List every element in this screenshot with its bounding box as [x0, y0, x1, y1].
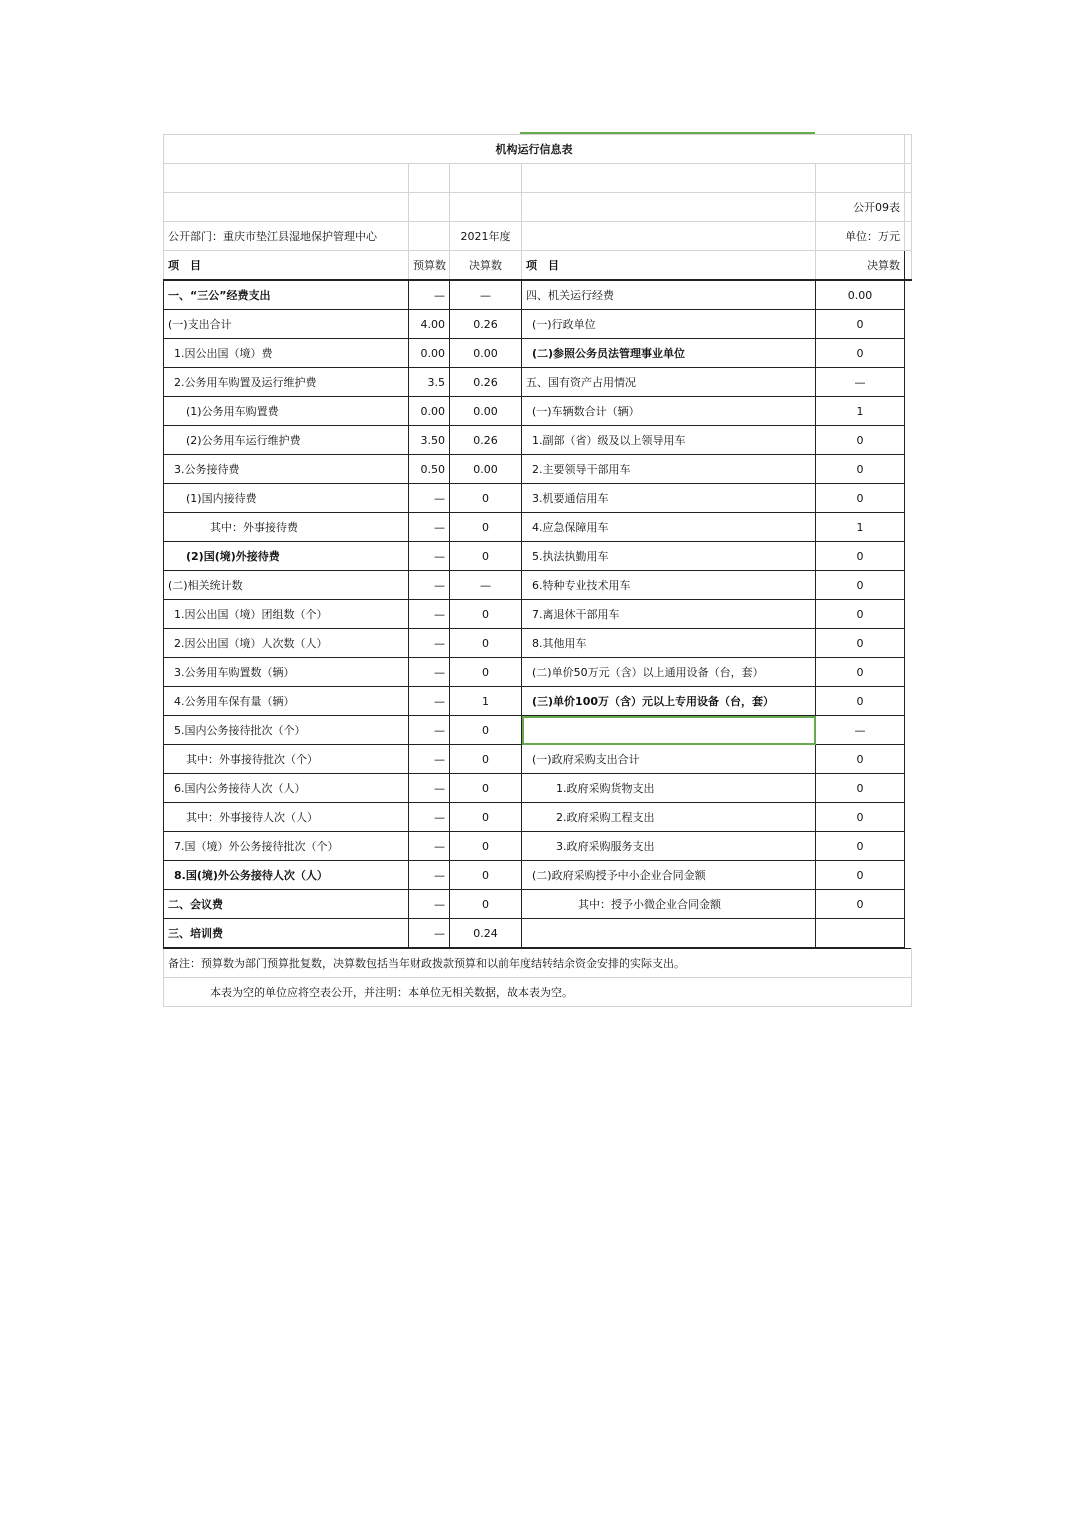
budget-cell[interactable]: — [409, 687, 450, 716]
budget-cell[interactable]: — [409, 484, 450, 513]
cell[interactable] [522, 164, 816, 193]
item-cell[interactable]: 2.因公出国（境）人次数（人） [164, 629, 409, 658]
right-final-cell[interactable]: 0 [816, 310, 905, 339]
item-cell[interactable]: 3.公务用车购置数（辆） [164, 658, 409, 687]
item-cell[interactable]: (1)公务用车购置费 [164, 397, 409, 426]
right-final-cell[interactable]: 0 [816, 339, 905, 368]
table-row [164, 919, 912, 948]
right-item-cell[interactable]: (二)参照公务员法管理事业单位 [522, 339, 816, 368]
cell[interactable] [905, 861, 912, 890]
cell[interactable] [522, 222, 816, 251]
right-final-cell[interactable]: 0 [816, 687, 905, 716]
budget-cell[interactable]: — [409, 658, 450, 687]
cell[interactable] [905, 687, 912, 716]
right-final-cell[interactable]: 0 [816, 426, 905, 455]
final-cell[interactable]: 0 [450, 832, 522, 861]
header-budget[interactable]: 预算数 [409, 251, 450, 281]
table-row [164, 397, 912, 426]
right-final-cell[interactable]: 0 [816, 803, 905, 832]
right-item-cell[interactable]: 8.其他用车 [522, 629, 816, 658]
header-item-right[interactable]: 项 目 [522, 251, 816, 281]
right-item-cell[interactable]: 2.政府采购工程支出 [522, 803, 816, 832]
item-cell[interactable]: 8.国(境)外公务接待人次（人） [164, 861, 409, 890]
cell[interactable] [905, 222, 912, 251]
final-cell[interactable]: 0 [450, 774, 522, 803]
right-item-cell[interactable]: 3.政府采购服务支出 [522, 832, 816, 861]
final-cell[interactable]: 0 [450, 716, 522, 745]
right-item-cell[interactable]: (一)政府采购支出合计 [522, 745, 816, 774]
cell[interactable] [409, 164, 450, 193]
budget-cell[interactable]: — [409, 542, 450, 571]
table-row [164, 890, 912, 919]
form-number[interactable]: 公开09表 [816, 193, 905, 222]
right-final-cell[interactable]: 0 [816, 455, 905, 484]
budget-cell[interactable]: — [409, 629, 450, 658]
cell[interactable] [905, 193, 912, 222]
cell[interactable] [905, 397, 912, 426]
cell[interactable] [905, 919, 912, 948]
cell[interactable] [905, 890, 912, 919]
right-item-cell[interactable]: (三)单价100万（含）元以上专用设备（台，套） [522, 687, 816, 716]
item-cell[interactable]: 2.公务用车购置及运行维护费 [164, 368, 409, 397]
header-final[interactable]: 决算数 [450, 251, 522, 281]
right-final-cell[interactable]: 0 [816, 745, 905, 774]
cell[interactable] [905, 716, 912, 745]
header-final-right[interactable]: 决算数 [816, 251, 905, 281]
final-cell[interactable]: 0 [450, 745, 522, 774]
cell[interactable] [450, 164, 522, 193]
right-item-cell[interactable]: (二)政府采购授予中小企业合同金额 [522, 861, 816, 890]
budget-cell[interactable]: — [409, 280, 450, 310]
right-item-cell[interactable]: 其中：授予小微企业合同金额 [522, 890, 816, 919]
table-row [164, 861, 912, 890]
budget-cell[interactable]: 0.00 [409, 397, 450, 426]
right-item-cell[interactable]: 5.执法执勤用车 [522, 542, 816, 571]
table-row [164, 368, 912, 397]
item-cell[interactable]: (2)公务用车运行维护费 [164, 426, 409, 455]
cell[interactable] [409, 193, 450, 222]
page-title: 机构运行信息表 [164, 135, 905, 164]
right-final-cell[interactable]: 0 [816, 658, 905, 687]
budget-cell[interactable]: — [409, 571, 450, 600]
item-cell[interactable]: 其中：外事接待批次（个） [164, 745, 409, 774]
table-row [164, 280, 912, 310]
item-cell[interactable]: 5.国内公务接待批次（个） [164, 716, 409, 745]
budget-cell[interactable]: — [409, 861, 450, 890]
right-item-cell[interactable]: 6.特种专业技术用车 [522, 571, 816, 600]
cell[interactable] [164, 193, 409, 222]
table-row [164, 426, 912, 455]
table-row [164, 832, 912, 861]
right-item-cell[interactable]: 4.应急保障用车 [522, 513, 816, 542]
budget-cell[interactable]: — [409, 513, 450, 542]
right-final-cell[interactable]: 0 [816, 861, 905, 890]
item-cell[interactable]: 7.国（境）外公务接待批次（个） [164, 832, 409, 861]
budget-cell[interactable]: 4.00 [409, 310, 450, 339]
right-final-cell[interactable]: 0 [816, 832, 905, 861]
right-item-cell[interactable]: (二)单价50万元（含）以上通用设备（台，套） [522, 658, 816, 687]
right-item-cell[interactable] [522, 919, 816, 948]
right-final-cell[interactable]: 0 [816, 571, 905, 600]
final-cell[interactable]: 0 [450, 513, 522, 542]
table-row [164, 513, 912, 542]
cell[interactable] [905, 629, 912, 658]
item-cell[interactable]: (二)相关统计数 [164, 571, 409, 600]
table-row [164, 716, 912, 745]
table-row [164, 745, 912, 774]
item-cell[interactable]: 4.公务用车保有量（辆） [164, 687, 409, 716]
right-final-cell[interactable]: — [816, 368, 905, 397]
item-cell[interactable]: 三、培训费 [164, 919, 409, 948]
cell[interactable] [905, 135, 912, 164]
table-row [164, 687, 912, 716]
cell[interactable] [905, 426, 912, 455]
final-cell[interactable]: — [450, 571, 522, 600]
cell[interactable] [905, 513, 912, 542]
cell[interactable] [409, 222, 450, 251]
right-item-cell[interactable]: 1.副部（省）级及以上领导用车 [522, 426, 816, 455]
cell[interactable] [905, 484, 912, 513]
item-cell[interactable]: (2)国(境)外接待费 [164, 542, 409, 571]
table-row [164, 571, 912, 600]
final-cell[interactable]: 0 [450, 890, 522, 919]
item-cell[interactable]: 6.国内公务接待人次（人） [164, 774, 409, 803]
right-item-cell[interactable]: 五、国有资产占用情况 [522, 368, 816, 397]
cell[interactable] [905, 571, 912, 600]
right-final-cell[interactable]: 0 [816, 774, 905, 803]
right-final-cell[interactable]: 0 [816, 629, 905, 658]
budget-cell[interactable]: 3.50 [409, 426, 450, 455]
cell[interactable] [450, 193, 522, 222]
right-final-cell[interactable]: — [816, 716, 905, 745]
cell[interactable] [905, 803, 912, 832]
table-row [164, 803, 912, 832]
cell[interactable] [905, 455, 912, 484]
final-cell[interactable]: 0.26 [450, 310, 522, 339]
final-cell[interactable]: 0 [450, 658, 522, 687]
budget-cell[interactable]: — [409, 919, 450, 948]
cell[interactable] [905, 600, 912, 629]
table-row [164, 629, 912, 658]
spreadsheet [163, 134, 911, 1007]
info-table [163, 134, 912, 948]
right-item-cell[interactable]: 四、机关运行经费 [522, 280, 816, 310]
notes-table [163, 948, 912, 1007]
table-row [164, 658, 912, 687]
item-cell[interactable]: 一、“三公”经费支出 [164, 280, 409, 310]
budget-cell[interactable]: 0.50 [409, 455, 450, 484]
cell[interactable] [905, 832, 912, 861]
budget-cell[interactable]: — [409, 600, 450, 629]
right-item-cell[interactable] [522, 716, 816, 745]
right-final-cell[interactable]: 0 [816, 484, 905, 513]
budget-cell[interactable]: — [409, 745, 450, 774]
final-cell[interactable]: 0 [450, 861, 522, 890]
item-cell[interactable]: 1.因公出国（境）费 [164, 339, 409, 368]
right-final-cell[interactable]: 0 [816, 890, 905, 919]
budget-cell[interactable]: 0.00 [409, 339, 450, 368]
final-cell[interactable]: 0.00 [450, 339, 522, 368]
item-cell[interactable]: 3.公务接待费 [164, 455, 409, 484]
cell[interactable] [164, 164, 409, 193]
cell[interactable] [522, 193, 816, 222]
cell[interactable] [905, 164, 912, 193]
right-final-cell[interactable]: 0.00 [816, 280, 905, 310]
item-cell[interactable]: 1.因公出国（境）团组数（个） [164, 600, 409, 629]
final-cell[interactable]: 0.26 [450, 426, 522, 455]
budget-cell[interactable]: — [409, 774, 450, 803]
note-remark[interactable]: 备注：预算数为部门预算批复数，决算数包括当年财政拨款预算和以前年度结转结余资金安排的实际支出。 [164, 949, 912, 978]
header-item[interactable]: 项 目 [164, 251, 409, 281]
department-label[interactable]: 公开部门：重庆市垫江县湿地保护管理中心 [164, 222, 409, 251]
cell[interactable] [905, 745, 912, 774]
cell[interactable] [905, 774, 912, 803]
item-cell[interactable]: (一)支出合计 [164, 310, 409, 339]
final-cell[interactable]: 0 [450, 542, 522, 571]
final-cell[interactable]: 0 [450, 484, 522, 513]
cell[interactable] [905, 368, 912, 397]
cell[interactable] [905, 658, 912, 687]
final-cell[interactable]: 0 [450, 629, 522, 658]
right-final-cell[interactable]: 1 [816, 397, 905, 426]
table-row [164, 774, 912, 803]
right-final-cell[interactable]: 0 [816, 600, 905, 629]
item-cell[interactable]: 二、会议费 [164, 890, 409, 919]
budget-cell[interactable]: — [409, 890, 450, 919]
final-cell[interactable]: 0 [450, 600, 522, 629]
cell[interactable] [905, 339, 912, 368]
right-item-cell[interactable]: 7.离退休干部用车 [522, 600, 816, 629]
final-cell[interactable]: 0.00 [450, 397, 522, 426]
final-cell[interactable]: 1 [450, 687, 522, 716]
right-final-cell[interactable]: 1 [816, 513, 905, 542]
note-empty-table[interactable]: 本表为空的单位应将空表公开，并注明：本单位无相关数据，故本表为空。 [164, 978, 912, 1007]
table-row [164, 339, 912, 368]
cell[interactable] [905, 280, 912, 310]
final-cell[interactable]: 0.26 [450, 368, 522, 397]
final-cell[interactable]: 0 [450, 803, 522, 832]
item-cell[interactable]: 其中：外事接待费 [164, 513, 409, 542]
table-row [164, 310, 912, 339]
right-item-cell[interactable]: (一)行政单位 [522, 310, 816, 339]
cell[interactable] [905, 251, 912, 281]
item-cell[interactable]: (1)国内接待费 [164, 484, 409, 513]
cell[interactable] [905, 542, 912, 571]
right-item-cell[interactable]: 3.机要通信用车 [522, 484, 816, 513]
budget-cell[interactable]: 3.5 [409, 368, 450, 397]
cell[interactable] [905, 310, 912, 339]
item-cell[interactable]: 其中：外事接待人次（人） [164, 803, 409, 832]
unit-label[interactable]: 单位：万元 [816, 222, 905, 251]
cell[interactable] [816, 164, 905, 193]
final-cell[interactable]: 0.24 [450, 919, 522, 948]
final-cell[interactable]: — [450, 280, 522, 310]
right-item-cell[interactable]: 2.主要领导干部用车 [522, 455, 816, 484]
table-row [164, 600, 912, 629]
table-row [164, 484, 912, 513]
budget-cell[interactable]: — [409, 832, 450, 861]
year-label[interactable]: 2021年度 [450, 222, 522, 251]
right-final-cell[interactable] [816, 919, 905, 948]
budget-cell[interactable]: — [409, 716, 450, 745]
table-row [164, 455, 912, 484]
budget-cell[interactable]: — [409, 803, 450, 832]
table-row [164, 542, 912, 571]
right-item-cell[interactable]: 1.政府采购货物支出 [522, 774, 816, 803]
right-item-cell[interactable]: (一)车辆数合计（辆） [522, 397, 816, 426]
final-cell[interactable]: 0.00 [450, 455, 522, 484]
right-final-cell[interactable]: 0 [816, 542, 905, 571]
